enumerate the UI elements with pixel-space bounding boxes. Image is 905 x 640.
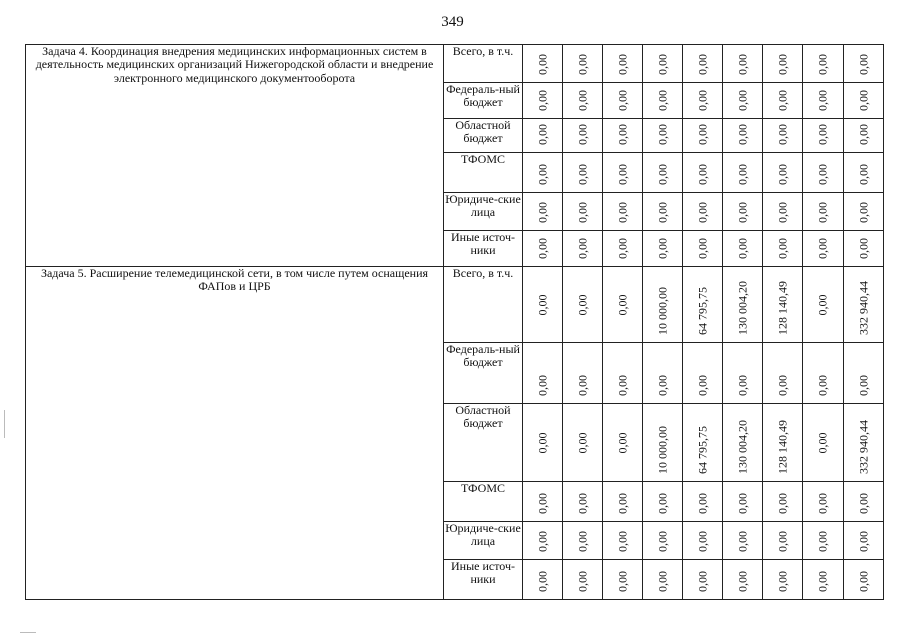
value-cell xyxy=(803,83,844,119)
value-cell xyxy=(844,560,884,600)
value-cell xyxy=(683,153,723,193)
funding-source: Иные источ-ники xyxy=(444,560,523,600)
scan-artifact xyxy=(20,632,36,633)
value-cell xyxy=(563,522,603,560)
value-cell xyxy=(643,522,683,560)
cell-value: 0,00 xyxy=(694,238,709,259)
cell-value: 130 004,20 xyxy=(734,281,749,335)
value-cell xyxy=(763,153,803,193)
value-cell xyxy=(523,193,563,231)
value-cell xyxy=(723,482,763,522)
cell-value: 0,00 xyxy=(534,294,549,315)
value-cell xyxy=(723,231,763,267)
funding-source: Иные источ-ники xyxy=(444,231,523,267)
cell-value: 0,00 xyxy=(574,202,589,223)
value-cell xyxy=(643,193,683,231)
value-cell xyxy=(683,193,723,231)
cell-value: 0,00 xyxy=(694,375,709,396)
cell-value: 64 795,75 xyxy=(694,426,709,474)
value-cell xyxy=(844,45,884,83)
cell-value: 64 795,75 xyxy=(694,287,709,335)
cell-value: 0,00 xyxy=(574,90,589,111)
cell-value: 0,00 xyxy=(654,124,669,145)
cell-value: 0,00 xyxy=(694,90,709,111)
cell-value: 0,00 xyxy=(574,164,589,185)
value-cell xyxy=(683,482,723,522)
funding-source: Федераль-ный бюджет xyxy=(444,343,523,404)
cell-value: 0,00 xyxy=(614,375,629,396)
cell-value: 0,00 xyxy=(734,90,749,111)
cell-value: 10 000,00 xyxy=(654,287,669,335)
cell-value: 0,00 xyxy=(534,432,549,453)
value-cell xyxy=(723,193,763,231)
cell-value: 0,00 xyxy=(734,531,749,552)
page-number: 349 xyxy=(441,14,464,30)
cell-value: 0,00 xyxy=(574,531,589,552)
cell-value: 0,00 xyxy=(815,90,830,111)
cell-value: 0,00 xyxy=(654,54,669,75)
cell-value: 0,00 xyxy=(774,202,789,223)
cell-value: 0,00 xyxy=(654,571,669,592)
cell-value: 0,00 xyxy=(574,294,589,315)
value-cell xyxy=(643,404,683,482)
cell-value: 0,00 xyxy=(815,164,830,185)
value-cell xyxy=(763,267,803,343)
task-description: Задача 4. Координация внедрения медицинских информационных систем в деятельность медицинских организаций Нижегородской области и внедрение электронного медицинского документооборота xyxy=(26,45,444,267)
cell-value: 0,00 xyxy=(815,571,830,592)
task-description: Задача 5. Расширение телемедицинской сети, в том числе путем оснащения ФАПов и ЦРБ xyxy=(26,267,444,600)
cell-value: 0,00 xyxy=(694,571,709,592)
value-cell xyxy=(844,482,884,522)
funding-source: Областной бюджет xyxy=(444,119,523,153)
cell-value: 0,00 xyxy=(614,90,629,111)
cell-value: 0,00 xyxy=(654,164,669,185)
funding-source: ТФОМС xyxy=(444,482,523,522)
value-cell xyxy=(803,522,844,560)
value-cell xyxy=(723,119,763,153)
cell-value: 0,00 xyxy=(734,238,749,259)
value-cell xyxy=(723,153,763,193)
cell-value: 0,00 xyxy=(614,493,629,514)
cell-value: 0,00 xyxy=(694,531,709,552)
funding-source: Юридиче-ские лица xyxy=(444,193,523,231)
cell-value: 0,00 xyxy=(774,90,789,111)
value-cell xyxy=(603,153,643,193)
cell-value: 0,00 xyxy=(614,164,629,185)
cell-value: 0,00 xyxy=(855,202,870,223)
cell-value: 0,00 xyxy=(574,124,589,145)
cell-value: 0,00 xyxy=(855,531,870,552)
value-cell xyxy=(763,522,803,560)
cell-value: 0,00 xyxy=(734,54,749,75)
table-row xyxy=(26,267,884,343)
cell-value: 0,00 xyxy=(774,571,789,592)
cell-value: 0,00 xyxy=(654,238,669,259)
cell-value: 0,00 xyxy=(534,493,549,514)
value-cell xyxy=(763,343,803,404)
cell-value: 0,00 xyxy=(534,90,549,111)
cell-value: 0,00 xyxy=(694,54,709,75)
table-body xyxy=(26,45,884,600)
value-cell xyxy=(563,267,603,343)
value-cell xyxy=(643,343,683,404)
cell-value: 0,00 xyxy=(734,571,749,592)
cell-value: 0,00 xyxy=(694,164,709,185)
value-cell xyxy=(683,45,723,83)
value-cell xyxy=(844,522,884,560)
value-cell xyxy=(523,482,563,522)
cell-value: 0,00 xyxy=(654,90,669,111)
cell-value: 10 000,00 xyxy=(654,426,669,474)
value-cell xyxy=(563,119,603,153)
cell-value: 0,00 xyxy=(574,432,589,453)
value-cell xyxy=(643,482,683,522)
value-cell xyxy=(763,560,803,600)
cell-value: 0,00 xyxy=(534,531,549,552)
value-cell xyxy=(844,153,884,193)
cell-value: 0,00 xyxy=(774,493,789,514)
cell-value: 128 140,49 xyxy=(774,281,789,335)
value-cell xyxy=(523,404,563,482)
value-cell xyxy=(763,231,803,267)
value-cell xyxy=(763,83,803,119)
cell-value: 0,00 xyxy=(774,238,789,259)
value-cell xyxy=(683,231,723,267)
value-cell xyxy=(563,482,603,522)
value-cell xyxy=(643,153,683,193)
value-cell xyxy=(803,267,844,343)
cell-value: 0,00 xyxy=(694,493,709,514)
cell-value: 0,00 xyxy=(534,375,549,396)
cell-value: 0,00 xyxy=(815,238,830,259)
cell-value: 0,00 xyxy=(815,531,830,552)
value-cell xyxy=(523,343,563,404)
cell-value: 0,00 xyxy=(774,375,789,396)
value-cell xyxy=(603,193,643,231)
value-cell xyxy=(603,482,643,522)
value-cell xyxy=(563,153,603,193)
cell-value: 0,00 xyxy=(614,531,629,552)
cell-value: 0,00 xyxy=(694,124,709,145)
cell-value: 0,00 xyxy=(574,571,589,592)
cell-value: 0,00 xyxy=(774,54,789,75)
cell-value: 0,00 xyxy=(614,571,629,592)
value-cell xyxy=(523,119,563,153)
value-cell xyxy=(803,153,844,193)
value-cell xyxy=(523,45,563,83)
cell-value: 0,00 xyxy=(774,531,789,552)
value-cell xyxy=(803,482,844,522)
cell-value: 0,00 xyxy=(654,531,669,552)
cell-value: 0,00 xyxy=(694,202,709,223)
cell-value: 0,00 xyxy=(534,54,549,75)
value-cell xyxy=(563,193,603,231)
value-cell xyxy=(523,231,563,267)
cell-value: 0,00 xyxy=(734,202,749,223)
value-cell xyxy=(723,404,763,482)
value-cell xyxy=(603,119,643,153)
value-cell xyxy=(563,404,603,482)
value-cell xyxy=(523,522,563,560)
cell-value: 128 140,49 xyxy=(774,420,789,474)
value-cell xyxy=(683,267,723,343)
value-cell xyxy=(603,522,643,560)
table-row xyxy=(26,45,884,83)
value-cell xyxy=(723,560,763,600)
cell-value: 0,00 xyxy=(734,375,749,396)
funding-source: ТФОМС xyxy=(444,153,523,193)
cell-value: 0,00 xyxy=(815,375,830,396)
cell-value: 0,00 xyxy=(815,294,830,315)
value-cell xyxy=(643,119,683,153)
value-cell xyxy=(844,404,884,482)
value-cell xyxy=(844,343,884,404)
funding-source: Федераль-ный бюджет xyxy=(444,83,523,119)
value-cell xyxy=(683,119,723,153)
value-cell xyxy=(523,153,563,193)
value-cell xyxy=(723,267,763,343)
value-cell xyxy=(643,231,683,267)
scan-artifact xyxy=(4,410,5,438)
cell-value: 0,00 xyxy=(815,202,830,223)
cell-value: 0,00 xyxy=(734,493,749,514)
cell-value: 0,00 xyxy=(855,375,870,396)
value-cell xyxy=(803,193,844,231)
cell-value: 0,00 xyxy=(815,493,830,514)
cell-value: 0,00 xyxy=(774,164,789,185)
value-cell xyxy=(563,45,603,83)
value-cell xyxy=(523,83,563,119)
value-cell xyxy=(844,267,884,343)
cell-value: 0,00 xyxy=(574,375,589,396)
cell-value: 0,00 xyxy=(614,124,629,145)
cell-value: 0,00 xyxy=(855,124,870,145)
value-cell xyxy=(643,45,683,83)
funding-source: Юридиче-ские лица xyxy=(444,522,523,560)
cell-value: 0,00 xyxy=(654,202,669,223)
value-cell xyxy=(844,231,884,267)
value-cell xyxy=(603,404,643,482)
value-cell xyxy=(603,45,643,83)
value-cell xyxy=(603,343,643,404)
value-cell xyxy=(844,119,884,153)
value-cell xyxy=(763,482,803,522)
value-cell xyxy=(803,560,844,600)
cell-value: 0,00 xyxy=(574,54,589,75)
cell-value: 0,00 xyxy=(855,571,870,592)
cell-value: 0,00 xyxy=(654,375,669,396)
cell-value: 0,00 xyxy=(774,124,789,145)
value-cell xyxy=(523,267,563,343)
cell-value: 0,00 xyxy=(534,124,549,145)
value-cell xyxy=(683,560,723,600)
value-cell xyxy=(643,83,683,119)
value-cell xyxy=(763,193,803,231)
value-cell xyxy=(844,83,884,119)
value-cell xyxy=(844,193,884,231)
cell-value: 0,00 xyxy=(815,432,830,453)
cell-value: 0,00 xyxy=(534,202,549,223)
cell-value: 0,00 xyxy=(574,493,589,514)
value-cell xyxy=(563,560,603,600)
value-cell xyxy=(803,343,844,404)
cell-value: 0,00 xyxy=(855,493,870,514)
value-cell xyxy=(763,404,803,482)
value-cell xyxy=(763,45,803,83)
cell-value: 332 940,44 xyxy=(855,420,870,474)
value-cell xyxy=(683,522,723,560)
funding-source: Областной бюджет xyxy=(444,404,523,482)
budget-table xyxy=(25,44,884,600)
cell-value: 0,00 xyxy=(855,238,870,259)
cell-value: 0,00 xyxy=(855,164,870,185)
value-cell xyxy=(643,560,683,600)
funding-source: Всего, в т.ч. xyxy=(444,45,523,83)
cell-value: 0,00 xyxy=(534,164,549,185)
cell-value: 0,00 xyxy=(614,432,629,453)
cell-value: 0,00 xyxy=(815,54,830,75)
cell-value: 0,00 xyxy=(855,54,870,75)
value-cell xyxy=(603,83,643,119)
value-cell xyxy=(723,343,763,404)
value-cell xyxy=(603,267,643,343)
value-cell xyxy=(723,83,763,119)
value-cell xyxy=(563,343,603,404)
cell-value: 0,00 xyxy=(614,202,629,223)
cell-value: 0,00 xyxy=(534,571,549,592)
cell-value: 0,00 xyxy=(815,124,830,145)
value-cell xyxy=(563,231,603,267)
cell-value: 332 940,44 xyxy=(855,281,870,335)
value-cell xyxy=(723,45,763,83)
cell-value: 0,00 xyxy=(654,493,669,514)
cell-value: 0,00 xyxy=(614,54,629,75)
value-cell xyxy=(603,231,643,267)
value-cell xyxy=(803,404,844,482)
cell-value: 0,00 xyxy=(574,238,589,259)
value-cell xyxy=(763,119,803,153)
value-cell xyxy=(803,45,844,83)
cell-value: 0,00 xyxy=(734,164,749,185)
value-cell xyxy=(723,522,763,560)
value-cell xyxy=(683,343,723,404)
value-cell xyxy=(683,83,723,119)
value-cell xyxy=(523,560,563,600)
cell-value: 130 004,20 xyxy=(734,420,749,474)
value-cell xyxy=(803,119,844,153)
value-cell xyxy=(643,267,683,343)
value-cell xyxy=(603,560,643,600)
cell-value: 0,00 xyxy=(734,124,749,145)
cell-value: 0,00 xyxy=(614,238,629,259)
cell-value: 0,00 xyxy=(614,294,629,315)
cell-value: 0,00 xyxy=(855,90,870,111)
funding-source: Всего, в т.ч. xyxy=(444,267,523,343)
value-cell xyxy=(683,404,723,482)
value-cell xyxy=(803,231,844,267)
value-cell xyxy=(563,83,603,119)
cell-value: 0,00 xyxy=(534,238,549,259)
